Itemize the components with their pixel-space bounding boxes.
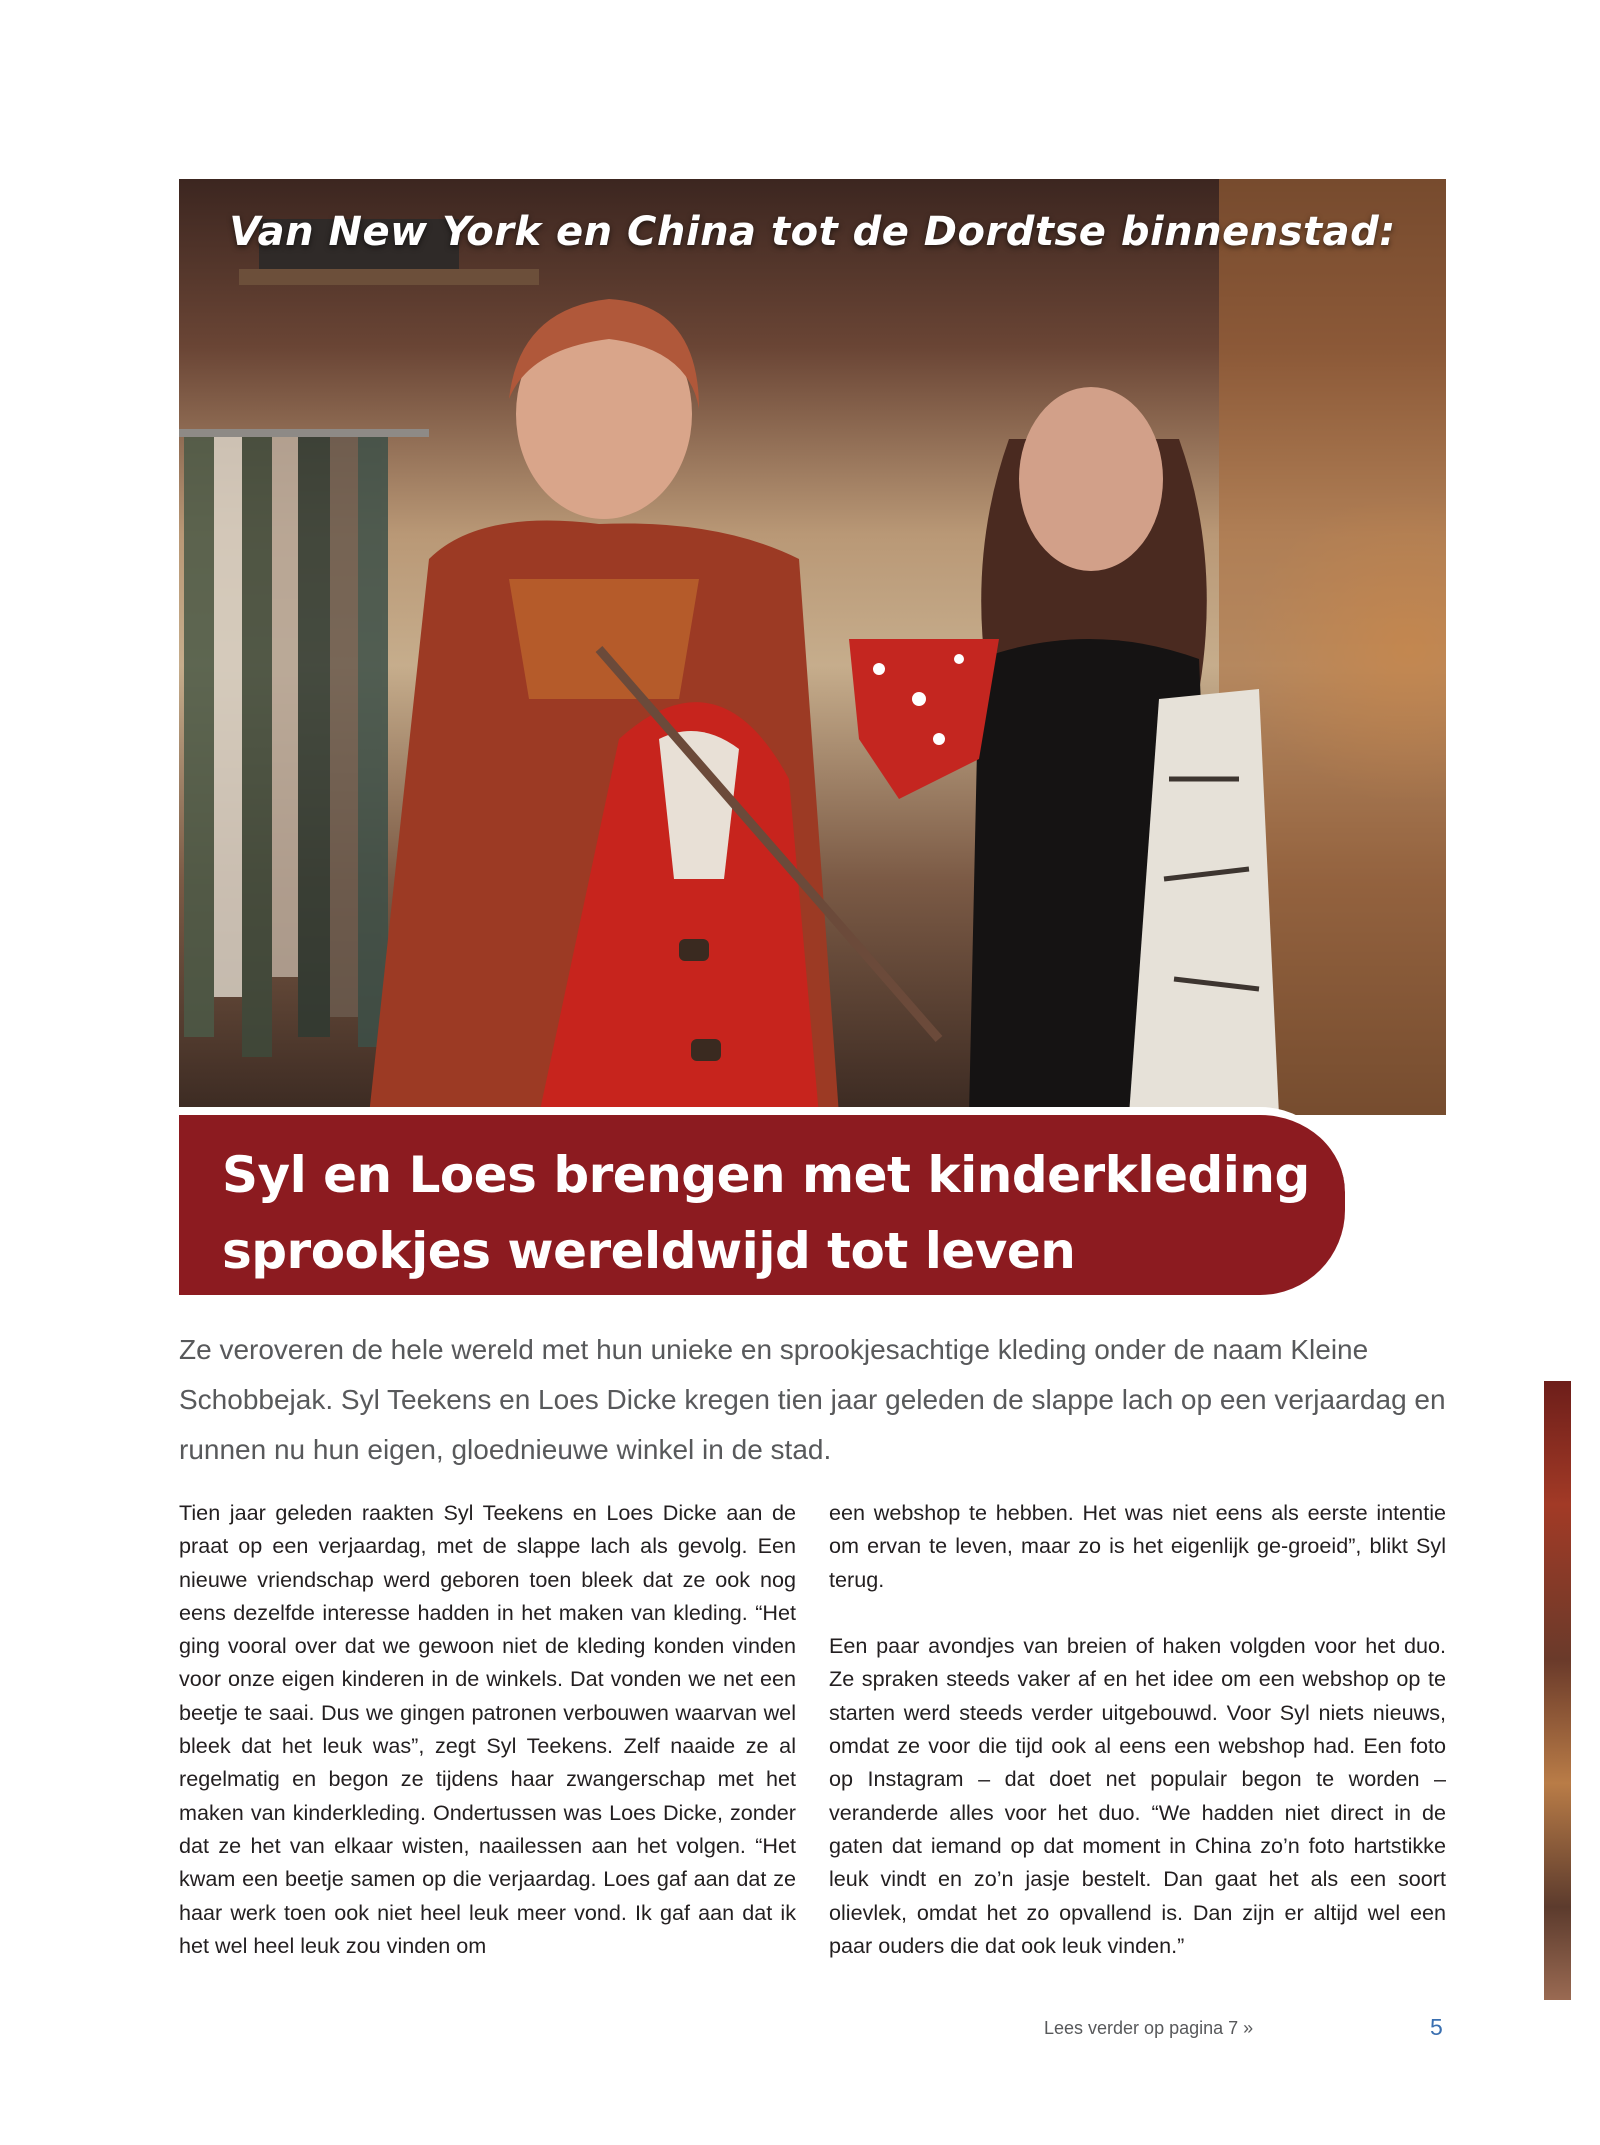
title-banner bbox=[179, 1107, 1345, 1295]
next-page-edge bbox=[1544, 1381, 1571, 2000]
hero-photo bbox=[179, 179, 1446, 1115]
title-line-2: sprookjes wereldwijd tot leven bbox=[222, 1222, 1076, 1280]
intro-paragraph: Ze veroveren de hele wereld met hun unieke en sprookjesachtige kleding onder de naam Kleine Schobbejak. Syl Teekens en Loes Dicke kregen tien jaar geleden de slappe lach op een verjaardag en runnen nu hun eigen, gloednieuwe winkel in de stad. bbox=[179, 1334, 1446, 1465]
photo-headline: Van New York en China tot de Dordtse binnenstad: bbox=[229, 209, 1396, 255]
body-column-right bbox=[829, 1496, 1446, 1962]
title-line-1: Syl en Loes brengen met kinderkleding bbox=[222, 1146, 1310, 1204]
continue-link[interactable]: Lees verder op pagina 7 » bbox=[1044, 2018, 1254, 2038]
body-column-left bbox=[179, 1496, 796, 1962]
article-title bbox=[222, 1137, 1345, 1289]
photo-illustration bbox=[179, 179, 1446, 1115]
body-paragraph: een webshop te hebben. Het was niet eens als eerste intentie om ervan te leven, maar zo is het eigenlijk ge-groeid”, blikt Syl terug. bbox=[829, 1500, 1446, 1592]
body-paragraph: Tien jaar geleden raakten Syl Teekens en Loes Dicke aan de praat op een verjaardag, met de slappe lach als gevolg. Een nieuwe vriendschap werd geboren toen bleek dat ze ook nog eens dezelfde interesse hadden in het maken van kleding. “Het ging vooral over dat we gewoon niet de kleding konden vinden voor onze eigen kinderen in de winkels. Dat vonden we net een beetje te saai. Dus we gingen patronen verbouwen waarvan wel bleek dat het leuk was”, zegt Syl Teekens. Zelf naaide ze al regelmatig en begon ze tijdens haar zwangerschap met het maken van kinderkleding. Ondertussen was Loes Dicke, zonder dat ze het van elkaar wisten, naailessen aan het volgen. “Het kwam een beetje samen op die verjaardag. Loes gaf aan dat ze haar werk toen ook niet heel leuk meer vond. Ik gaf aan dat ik het wel heel leuk zou vinden om bbox=[179, 1500, 796, 1958]
page-number: 5 bbox=[1430, 2014, 1443, 2040]
body-paragraph: Een paar avondjes van breien of haken volgden voor het duo. Ze spraken steeds vaker af en het idee om een webshop op te starten werd steeds verder uitgebouwd. Voor Syl niets nieuws, omdat ze voor die tijd ook al eens een webshop had. Een foto op Instagram – dat doet net populair begon te worden – veranderde alles voor het duo. “We hadden niet direct in de gaten dat iemand op dat moment in China zo’n foto hartstikke leuk vindt en zo’n jasje bestelt. Dan gaat het als een soort olievlek, omdat het zo opvallend is. Dan zijn er altijd wel een paar ouders die dat ook leuk vinden.” bbox=[829, 1633, 1446, 1958]
